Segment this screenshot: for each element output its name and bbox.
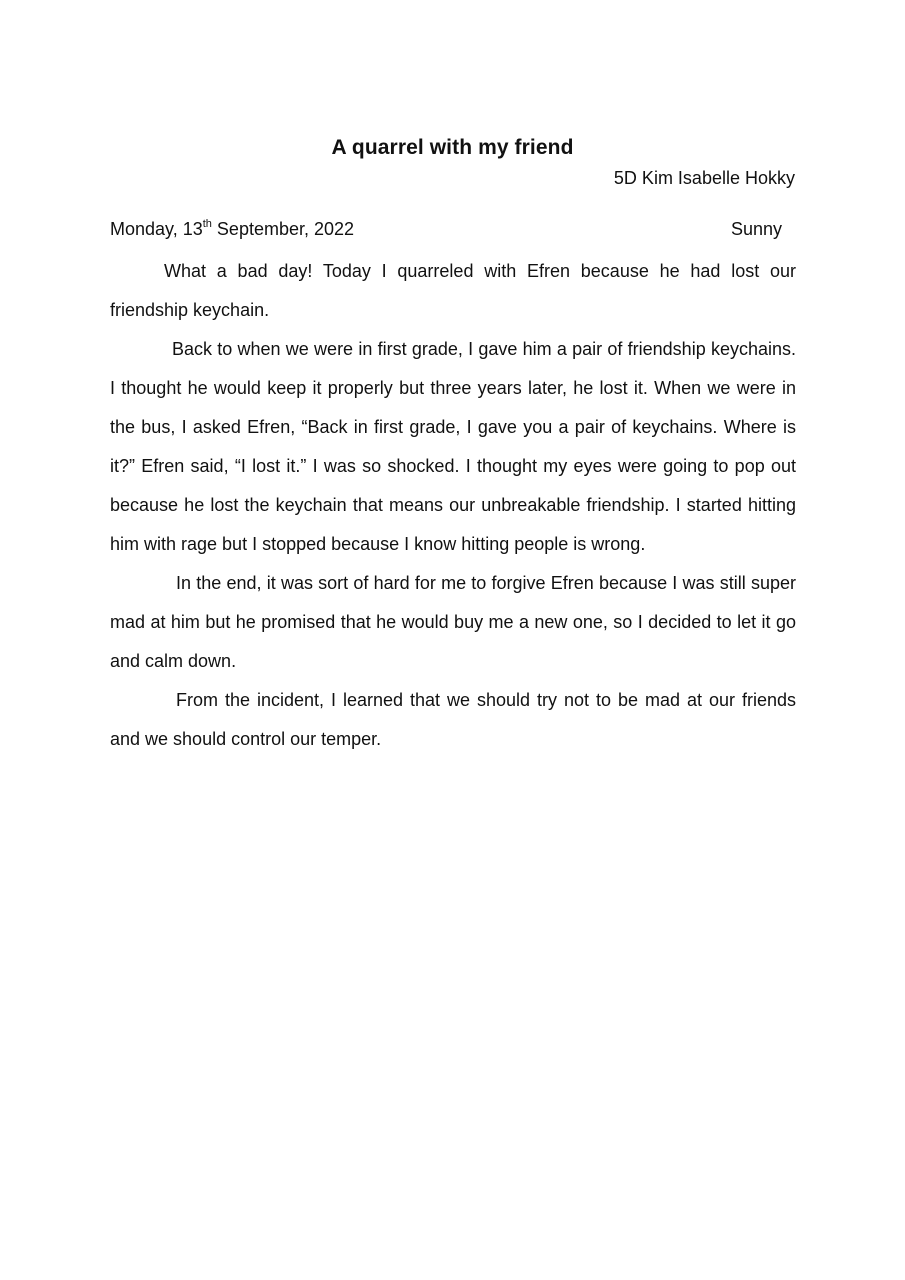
weather-text: Sunny — [731, 219, 783, 239]
paragraph-2: Back to when we were in first grade, I gave him a pair of friendship keychains. I thought he would keep it properly but three years later, he lost it. When we were in the bus, I asked Efren, “Back in first grade, I gave you a pair of keychains. Where is it?” Efren said, “I lost it.” I was so shocked. I thought my eyes were going to pop out because he lost the keychain that means our unbreakable friendship. I started hitting him with rage but I stopped because I know hitting people is wrong. — [110, 339, 796, 554]
date-rest: September, 2022 — [211, 219, 355, 239]
date-prefix: Monday, 13 — [110, 219, 203, 239]
paragraph-3: In the end, it was sort of hard for me to forgive Efren because I was still super mad at him but he promised that he would buy me a new one, so I decided to let it go and calm down. — [110, 573, 796, 671]
page-title: A quarrel with my friend — [331, 136, 574, 159]
paragraph-4: From the incident, I learned that we should try not to be mad at our friends and we should control our temper. — [110, 690, 796, 749]
date-text — [110, 219, 354, 239]
diary-body — [110, 252, 796, 759]
date-ordinal-suffix: th — [202, 218, 212, 230]
author-line: 5D Kim Isabelle Hokky — [613, 168, 795, 188]
paragraph-1: What a bad day! Today I quarreled with Efren because he had lost our friendship keychain. — [110, 261, 796, 320]
date-line — [110, 219, 800, 240]
